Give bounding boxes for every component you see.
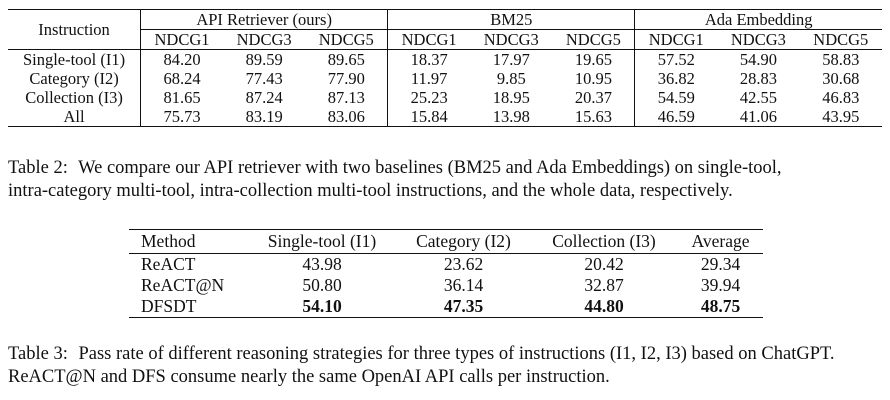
table2-caption-text: We compare our API retriever with two baselines (BM25 and Ada Embeddings) on single-tool, [78, 158, 782, 178]
table3-cell: 43.98 [302, 254, 342, 274]
table2-cell: 81.65 [141, 88, 223, 107]
table2-row-label: All [8, 107, 141, 127]
table3-caption-text: Pass rate of different reasoning strategies for three types of instructions (I1, I2, I3) based on ChatGPT. [78, 344, 835, 364]
retriever-comparison-table [8, 9, 882, 127]
table2-cell: 75.73 [141, 107, 223, 127]
table2-cell: 83.19 [223, 107, 305, 127]
table2-metric-header: NDCG5 [552, 30, 634, 50]
table2-cell: 10.95 [574, 69, 612, 88]
table2-cell: 9.85 [496, 69, 526, 88]
table2-metric-header: NDCG3 [223, 30, 305, 50]
table3-cell: 23.62 [443, 254, 484, 274]
table3-method: ReACT@N [141, 275, 225, 295]
table3-header-method: Method [129, 230, 247, 254]
table3-cell: 48.75 [678, 296, 763, 318]
table2-metric-header: NDCG3 [470, 30, 552, 50]
table2-cell: 77.43 [245, 69, 283, 88]
table3-cell: 50.80 [302, 275, 342, 295]
table2-caption-line1 [8, 157, 888, 180]
table3-cell: 44.80 [530, 296, 678, 318]
table2-cell: 36.82 [635, 69, 717, 88]
table2-cell: 89.59 [223, 50, 305, 70]
table2-cell: 18.37 [388, 50, 470, 70]
table2-cell: 87.13 [327, 88, 365, 107]
table2-group-bm25-label: BM25 [490, 10, 533, 29]
table3-caption [8, 343, 888, 389]
table3-cell: 47.35 [397, 296, 530, 318]
table2-cell: 17.97 [470, 50, 552, 70]
table2-caption-line2: intra-category multi-tool, intra-collection multi-tool instructions, and the whole data, respectively. [8, 181, 733, 201]
table2-cell: 57.52 [635, 50, 717, 70]
table2-cell: 20.37 [574, 88, 612, 107]
table2-cell: 18.95 [492, 88, 530, 107]
table2-metric-header: NDCG5 [305, 30, 387, 50]
table-row [8, 107, 882, 127]
table2-group-header-row [8, 10, 882, 30]
table2-cell: 19.65 [552, 50, 634, 70]
table3-method: DFSDT [129, 296, 247, 318]
table2-cell: 89.65 [305, 50, 387, 70]
table2-instruction-header: Instruction [8, 10, 141, 50]
table2-cell: 42.55 [739, 88, 777, 107]
table2-cell: 30.68 [822, 69, 860, 88]
table3-cell: 32.87 [584, 275, 624, 295]
table2-cell: 54.90 [717, 50, 799, 70]
table2-metric-header: NDCG1 [388, 30, 470, 50]
table2-cell: 87.24 [245, 88, 283, 107]
table2-caption-label: Table 2: [8, 158, 68, 178]
table3-method: ReACT [141, 254, 196, 274]
table2-cell: 58.83 [800, 50, 882, 70]
table2-metric-header: NDCG1 [141, 30, 223, 50]
table2-cell: 46.83 [822, 88, 860, 107]
table2-cell: 13.98 [470, 107, 552, 127]
table2-group-bm25 [388, 10, 635, 30]
table3-cell: 29.34 [700, 254, 741, 274]
table3-header: Collection (I3) [530, 230, 678, 254]
table2-cell: 46.59 [635, 107, 717, 127]
reasoning-strategy-table [129, 229, 763, 318]
table3-cell: 39.94 [700, 275, 741, 295]
table-row [8, 69, 882, 88]
table3-cell: 20.42 [584, 254, 624, 274]
table2-row-label: Collection (I3) [25, 88, 123, 107]
table3-header-row [129, 230, 763, 254]
table3-header: Category (I2) [397, 230, 530, 254]
table3-header: Single-tool (I1) [247, 230, 397, 254]
table2-metric-header: NDCG1 [635, 30, 717, 50]
table2-cell: 41.06 [717, 107, 799, 127]
table2-metric-header: NDCG5 [800, 30, 882, 50]
table2-metric-header: NDCG3 [717, 30, 799, 50]
table3-caption-label: Table 3: [8, 344, 68, 364]
table2-cell: 84.20 [141, 50, 223, 70]
table2-cell: 15.84 [388, 107, 470, 127]
table2-group-api-retriever-label: API Retriever (ours) [196, 10, 332, 29]
table2-cell: 83.06 [305, 107, 387, 127]
table3-cell: 54.10 [247, 296, 397, 318]
table2-cell: 54.59 [635, 88, 717, 107]
table2-cell: 25.23 [388, 88, 470, 107]
table3-caption-line2: ReACT@N and DFS consume nearly the same OpenAI API calls per instruction. [8, 367, 610, 387]
table2-row-label: Single-tool (I1) [8, 50, 141, 70]
table-row [129, 254, 763, 276]
table2-group-ada [635, 10, 882, 30]
table2-row-label: Category (I2) [29, 69, 119, 88]
table2-cell: 28.83 [739, 69, 777, 88]
table3-caption-line1 [8, 343, 888, 366]
table2-cell: 11.97 [388, 69, 470, 88]
table2-cell: 15.63 [552, 107, 634, 127]
table2-cell: 77.90 [327, 69, 365, 88]
table2-cell: 43.95 [800, 107, 882, 127]
table3-cell: 36.14 [443, 275, 484, 295]
table-row [129, 296, 763, 318]
table3-header: Average [678, 230, 763, 254]
table-row [8, 50, 882, 70]
table2-group-api-retriever [141, 10, 388, 30]
table2-group-ada-label: Ada Embedding [704, 10, 813, 29]
table2-caption [8, 157, 888, 203]
table2-cell: 68.24 [141, 69, 223, 88]
table-row [129, 275, 763, 296]
table-row [8, 88, 882, 107]
